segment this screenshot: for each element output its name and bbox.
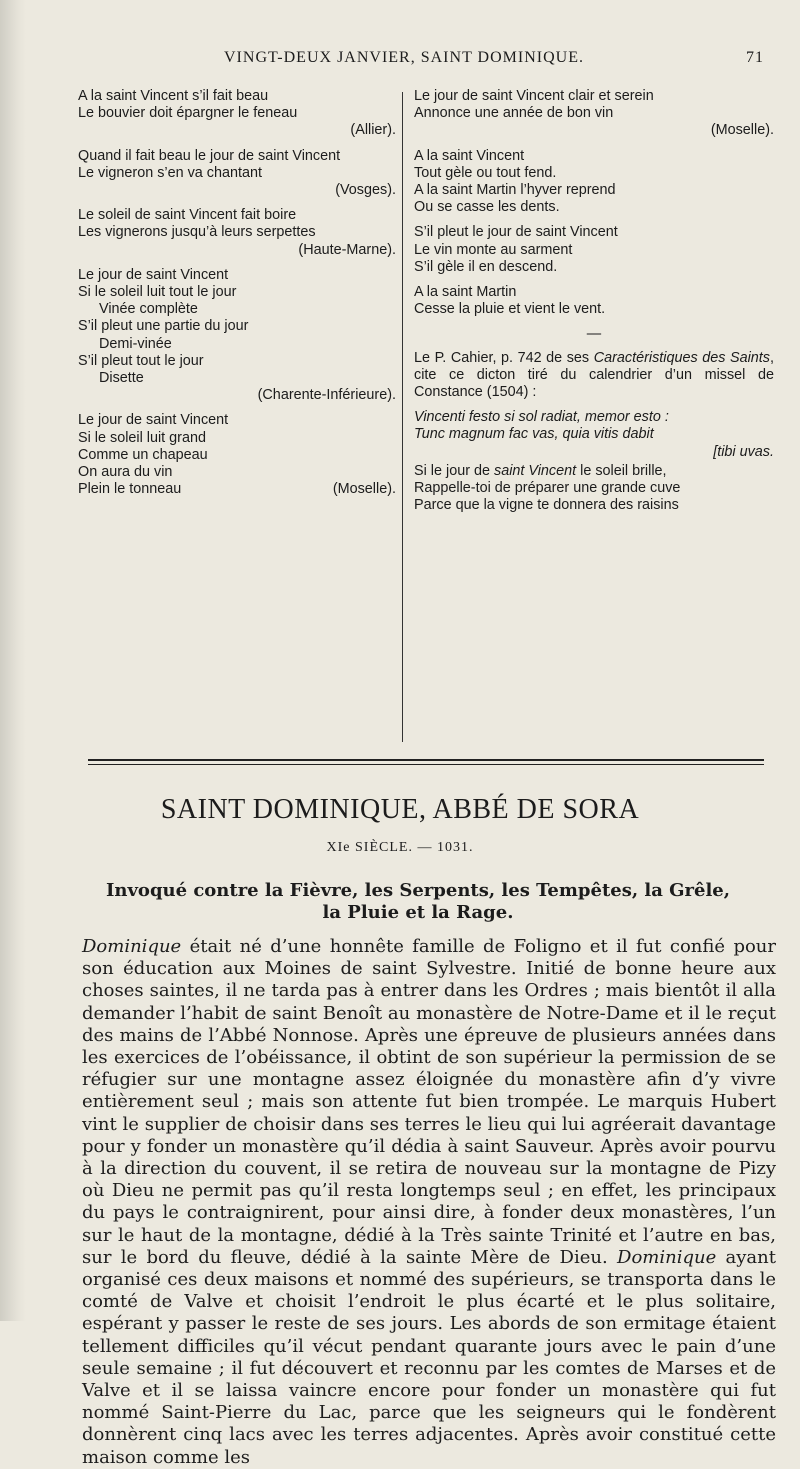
body-text <box>82 936 776 1469</box>
proverb-moselle-2: Le jour de saint Vincent clair et serein Annonce une année de bon vin (Moselle). <box>414 88 774 139</box>
section-rule-thick <box>88 759 764 761</box>
cahier-citation: Le P. Cahier, p. 742 de ses Caractéristiques des Saints, cite ce dicton tiré du calendrier d’un missel de Constance (1504) : <box>414 349 774 401</box>
body-paragraph: Dominique était né d’une honnête famille de Foligno et il fut confié pour son éducation aux Moines de saint Sylvestre. Initié de bonne heure aux choses saintes, il ne tarda pas à entrer dans les Ordres ; mais bientôt il alla demander l’habit de saint Benoît au monastère de Notre-Dame et il le reçut des mains de l’Abbé Nonnose. Après une épreuve de plusieurs années dans les exercices de l’obéissance, il obtint de son supérieur la permission de se réfugier sur une montagne assez éloignée du monastère afin d’y vivre entièrement seul ; mais son attente fut bien trompée. Le marquis Hubert vint le supplier de choisir dans ses terres le lieu qui lui agréerait davantage pour y fonder un monastère qu’il dédia à saint Sauveur. Après avoir pourvu à la direction du couvent, il se retira de nouveau sur la montagne de Pizy où Dieu ne permit pas qu’il resta longtemps seul ; en effet, les principaux du pays le contraignirent, pour ainsi dire, à fonder deux monastères, l’un sur le haut de la montagne, dédié à la Très sainte Trinité et l’autre en bas, sur le bord du fleuve, dédié à la sainte Mère de Dieu. Dominique ayant organisé ces deux maisons et nommé des supérieurs, se transporta dans le comté de Valve et choisit l’endroit le plus écarté et le plus solitaire, espérant y passer le reste de ses jours. Les abords de son ermitage étaient tellement difficiles qu’il vécut pendant quarante jours avec le pain d’une seule semaine ; il fut découvert et reconnu par les comtes de Marses et de Valve et il se laissa vaincre encore pour fonder un monastère qui fut nommé Saint-Pierre du Lac, parce que les seigneurs qui le fondèrent donnèrent cinq lacs avec les terres adjacentes. Après avoir constitué cette maison comme les <box>82 936 776 1468</box>
page-number: 71 <box>746 49 764 66</box>
proverb-charente: Le jour de saint Vincent Si le soleil luit tout le jour Vinée complète S’il pleut une partie du jour Demi-vinée S’il pleut tout le jour Disette (Charente-Inférieure). <box>78 266 396 404</box>
french-translation: Si le jour de saint Vincent le soleil brille, Rappelle-toi de préparer une grande cuve Parce que la vigne te donnera des raisins <box>414 462 681 514</box>
section-date: XIe SIÈCLE. — 1031. <box>326 840 474 855</box>
right-column <box>414 88 774 514</box>
section-rule-thin <box>88 764 764 765</box>
left-column <box>78 88 396 506</box>
proverb-wind: A la saint Martin Cesse la pluie et vient le vent. <box>414 284 606 318</box>
proverb-allier: A la saint Vincent s’il fait beau Le bouvier doit épargner le feneau (Allier). <box>78 88 396 139</box>
invocation: Invoqué contre la Fièvre, les Serpents, les Tempêtes, la Grêle, la Pluie et la Rage. <box>105 880 731 923</box>
column-divider <box>402 92 403 742</box>
latin-verse: Vincenti festo si sol radiat, memor esto : Tunc magnum fac vas, quia vitis dabit [tibi uvas. <box>414 409 774 460</box>
scan-edge <box>0 0 26 1321</box>
proverb-haute-marne: Le soleil de saint Vincent fait boire Les vignerons jusqu’à leurs serpettes (Haute-Marne). <box>78 207 396 258</box>
proverb-vosges: Quand il fait beau le jour de saint Vincent Le vigneron s’en va chantant (Vosges). <box>78 147 396 199</box>
proverb-moselle: Le jour de saint Vincent Si le soleil luit grand Comme un chapeau On aura du vin Plein le tonneau (Moselle). <box>78 412 396 498</box>
proverb-rain: S’il pleut le jour de saint Vincent Le vin monte au sarment S’il gèle il en descend. <box>414 224 618 275</box>
section-title: SAINT DOMINIQUE, ABBÉ DE SORA <box>160 794 640 825</box>
separator-dash: — <box>586 326 602 343</box>
proverb-saint-martin: A la saint Vincent Tout gèle ou tout fend. A la saint Martin l’hyver reprend Ou se casse les dents. <box>414 147 616 216</box>
running-title: VINGT-DEUX JANVIER, SAINT DOMINIQUE. <box>224 49 584 66</box>
running-head <box>224 49 764 67</box>
